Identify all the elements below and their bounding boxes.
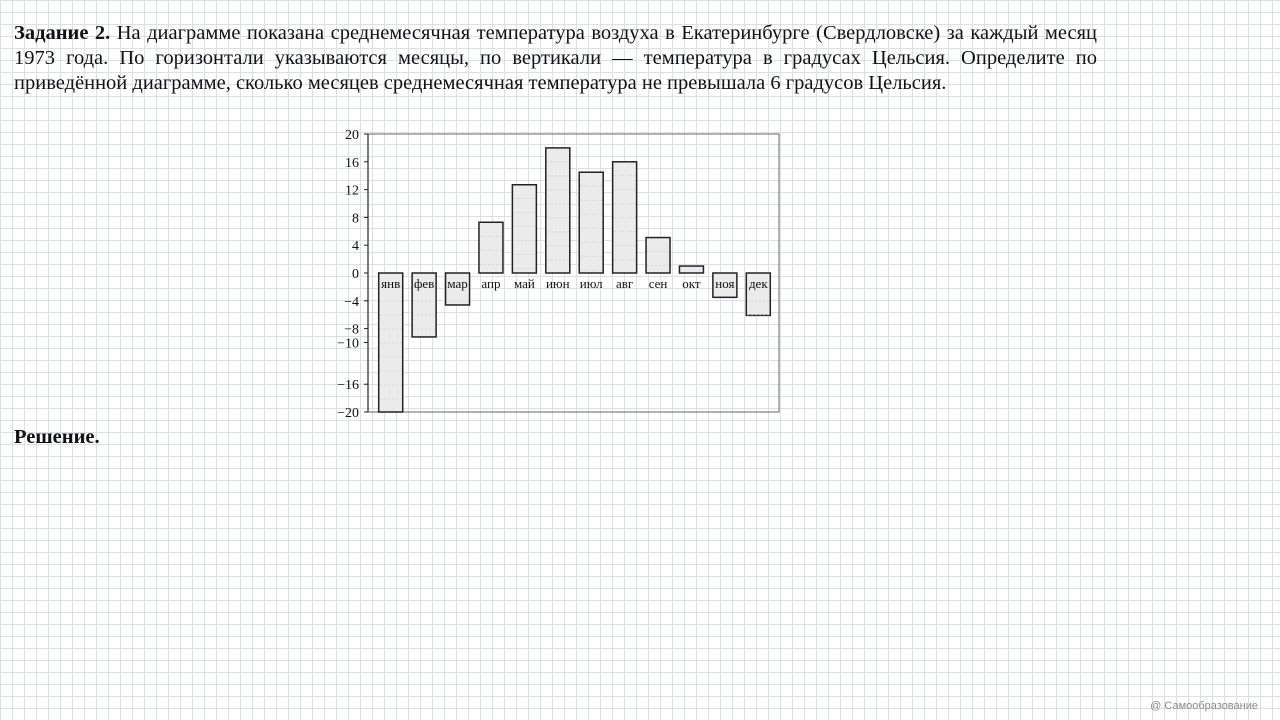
bar-7 bbox=[613, 162, 637, 273]
bar-6 bbox=[579, 172, 603, 273]
x-tick-label-1: фев bbox=[413, 276, 435, 291]
x-tick-label-0: янв bbox=[381, 276, 401, 291]
x-tick-label-9: окт bbox=[682, 276, 701, 291]
y-tick-label-0: 20 bbox=[345, 128, 359, 143]
x-tick-label-8: сен bbox=[648, 276, 668, 291]
bar-8 bbox=[646, 238, 670, 273]
y-tick-label-4: 4 bbox=[352, 239, 359, 255]
y-tick-label-8: −10 bbox=[337, 336, 359, 352]
bar-9 bbox=[679, 266, 703, 273]
solution-heading: Решение. bbox=[14, 426, 100, 448]
bar-0 bbox=[379, 273, 403, 412]
x-tick-label-5: июн bbox=[545, 276, 570, 291]
task-body: На диаграмме показана среднемесячная температура воздуха в Екатеринбурге (Свердловске) за каждый месяц 1973 года. По горизонтали указываются месяцы, по вертикали — температура в градусах Цельсия. Определите по приведённой диаграмме, сколько месяцев среднемесячная температура не превышала 6 градусов Цельсия. bbox=[14, 22, 1097, 94]
task-text bbox=[14, 21, 1097, 96]
x-tick-label-3: апр bbox=[481, 276, 501, 291]
x-tick-label-7: авг bbox=[616, 276, 634, 291]
x-tick-label-6: июл bbox=[579, 276, 603, 291]
y-tick-label-3: 8 bbox=[352, 211, 359, 227]
y-tick-label-10: −20 bbox=[337, 406, 359, 421]
task-label: Задание 2. bbox=[14, 22, 111, 44]
y-tick-label-2: 12 bbox=[345, 183, 359, 199]
y-tick-label-6: −4 bbox=[344, 294, 359, 310]
x-tick-label-11: дек bbox=[748, 276, 768, 291]
y-tick-label-5: 0 bbox=[352, 267, 359, 282]
bar-4 bbox=[512, 185, 536, 273]
watermark: @ Самообразование bbox=[1150, 700, 1258, 712]
y-tick-label-9: −16 bbox=[337, 378, 359, 394]
bar-5 bbox=[546, 148, 570, 273]
bar-3 bbox=[479, 222, 503, 273]
y-tick-label-7: −8 bbox=[344, 322, 359, 338]
x-tick-label-10: ноя bbox=[715, 276, 735, 291]
x-tick-label-2: мар bbox=[447, 276, 468, 291]
temperature-bar-chart bbox=[326, 124, 796, 424]
x-tick-label-4: май bbox=[513, 276, 535, 291]
y-tick-label-1: 16 bbox=[345, 155, 359, 171]
